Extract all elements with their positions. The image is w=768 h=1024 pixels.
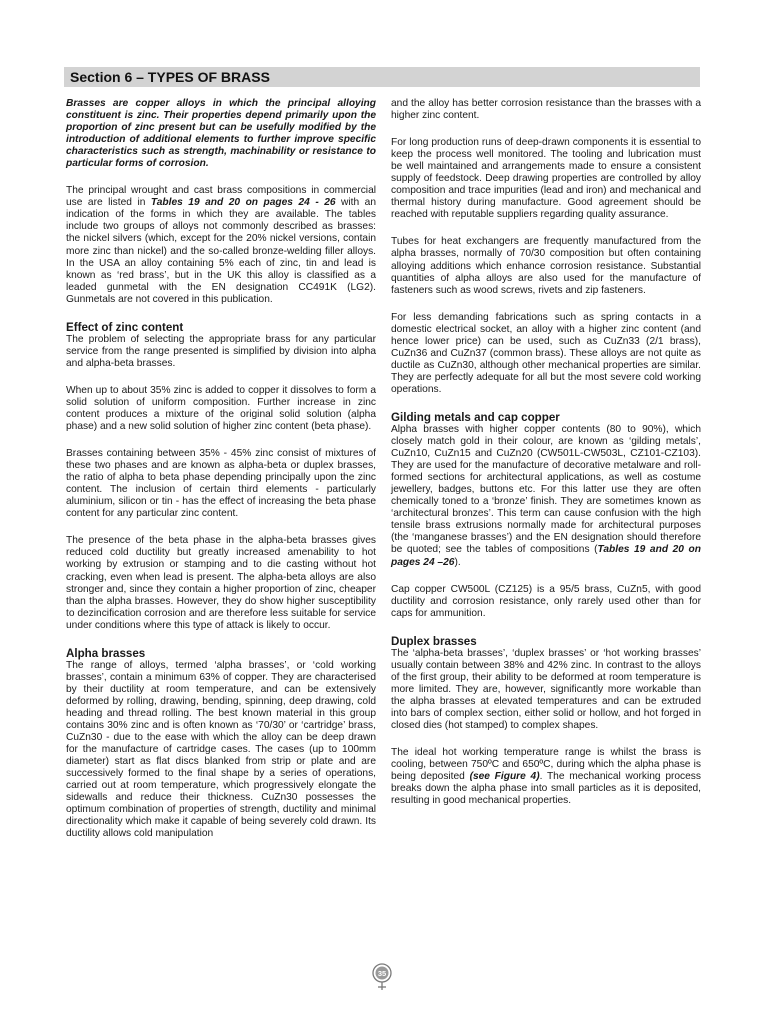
section-header-bar <box>64 67 700 87</box>
zinc-paragraph-1: The problem of selecting the appropriate brass for any particular service from the range presented is simplified by division into alpha and alpha-beta brasses. <box>66 333 376 369</box>
heading-duplex-brasses: Duplex brasses <box>391 634 477 648</box>
figure-reference: (see Figure 4) <box>469 771 540 783</box>
heading-alpha-brasses: Alpha brasses <box>66 646 146 660</box>
gilding-text-b: ). <box>454 556 461 568</box>
zinc-paragraph-2: When up to about 35% zinc is added to copper it dissolves to form a solid solution of uniform composition. Further increase in zinc content produces a mixture of the original solid solution (alpha phase) and a new solid solution of higher zinc content (beta phase). <box>66 384 376 433</box>
compositions-text-b: with an indication of the forms in which they are available. The tables include two groups of alloys not commonly described as brasses: the nickel silvers (which, except for the 20% nickel versions, contain more zinc than nickel) and the so-called bronze-welding filler alloys. In the USA an alloy containing 5% each of zinc, tin and lead is known as ‘red brass’, but in the UK this alloy is classified as a leaded gunmetal with the EN designation CC491K (LG2). Gunmetals are not covered in this publication. <box>66 197 377 305</box>
tubes-paragraph: Tubes for heat exchangers are frequently manufactured from the alpha brasses, normally of 70/30 composition but often containing alloying additions which enhance corrosion resistance. Substantial quantities of alpha alloys are also used for the manufacture of fasteners such as wood screws, rivets and zip fasteners. <box>391 236 701 296</box>
compositions-paragraph <box>66 185 376 305</box>
page-number-badge <box>370 963 394 993</box>
less-demanding-paragraph: For less demanding fabrications such as spring contacts in a domestic electrical socket, an alloy with a higher zinc content (and hence lower price) can be used, such as CuZn33 (2/1 brass), CuZn36 and CuZn37 (common brass). These alloys are not quite as ductile as CuZn30, although other mechanical properties are similar. They are perfectly adequate for all but the most severe cold working operations. <box>391 311 701 395</box>
duplex-text-b: . The mechanical working process breaks down the alpha phase into small particles as it is deposited, resulting in good mechanical properties. <box>391 771 701 807</box>
long-production-paragraph: For long production runs of deep-drawn components it is essential to keep the process well monitored. The tooling and lubrication must be well maintained and arrangements made to ensure a consistent supply of feedstock. Deep drawing properties are controlled by alloy composition and trace impurities (lead and iron) and mechanical and thermal history during manufacture. Good agreement should be reached with reputable suppliers regarding quality assurance. <box>391 137 701 221</box>
gilding-text-a: Alpha brasses with higher copper contents (80 to 90%), which closely match gold in their colour, are known as ‘gilding metals’, CuZn10, CuZn15 and CuZn20 (CW501L-CW503L, CZ101-CZ103). They are used for the manufacture of decorative metalware and roll-formed sections for architectural applications, as well as costume jewellery, badges, buttons etc. For this latter use they are often chemically toned to a ‘bronze’ finish. They are sometimes known as ‘architectural bronzes’. This term can cause confusion with the high tensile brass extrusions normally made for architectural purposes (the ‘manganese brasses’) and the EN designation should therefore be quoted; see the tables of compositions ( <box>391 423 701 556</box>
gilding-paragraph <box>391 424 701 569</box>
zinc-paragraph-3: Brasses containing between 35% - 45% zinc consist of mixtures of these two phases and are known as alpha-beta or duplex brasses, the ratio of alpha to beta phase depending principally upon the zinc content. The inclusion of certain third elements - particularly aluminium, silicon or tin - has the effect of increasing the beta phase content for any particular zinc content. <box>66 448 376 520</box>
alpha-paragraph-1: The range of alloys, termed ‘alpha brasses’, or ‘cold working brasses’, contain a minimum 63% of copper. They are characterised by their ductility at room temperature, and can be extensively deformed by rolling, drawing, bending, spinning, deep drawing, cold heading and thread rolling. The best known material in this group contains 30% zinc and is often known as ‘70/30’ or ‘cartridge’ brass, CuZn30 - due to the ease with which the alloy can be deep drawn for the manufacture of cartridge cases. The cases (up to 100mm diameter) start as flat discs blanked from strip or plate and are successively formed to the final shape by a series of operations, carried out at room temperature, which progressively elongate the sidewalls and reduce their thickness. CuZn30 possesses the optimum combination of properties of strength, ductility and minimal directionality which make it capable of being severely cold drawn. Its ductility allows cold manipulation <box>66 659 376 840</box>
duplex-paragraph-2 <box>391 747 701 807</box>
duplex-text-a: The ideal hot working temperature range is whilst the brass is cooling, between 750ºC and 650ºC, during which the alpha phase is being deposited <box>391 747 701 783</box>
right-column <box>391 98 701 822</box>
gilding-tables-reference: Tables 19 and 20 on pages 24 –26 <box>391 544 701 568</box>
intro-paragraph: Brasses are copper alloys in which the principal alloying constituent is zinc. Their properties depend primarily upon the proportion of zinc present but can be usefully modified by the introduction of additional elements to further improve specific characteristics such as strength, machinability or resistance to particular forms of corrosion. <box>66 98 376 170</box>
heading-effect-of-zinc: Effect of zinc content <box>66 320 184 334</box>
page-number: 35 <box>377 968 387 978</box>
section-title: Section 6 – TYPES OF BRASS <box>70 69 270 85</box>
duplex-paragraph-1: The ‘alpha-beta brasses’, ‘duplex brasses’ or ‘hot working brasses’ usually contain between 38% and 42% zinc. In contrast to the alloys of the first group, their ability to be deformed at room temperature is more limited. They are, however, significantly more workable than the alpha brasses at elevated temperatures and can be extruded into bars of complex section, either solid or hollow, and hot forged in closed dies (hot stamped) to complex shapes. <box>391 647 701 731</box>
zinc-paragraph-4: The presence of the beta phase in the alpha-beta brasses gives reduced cold ductility but greatly increased amenability to hot working by extrusion or stamping and to die casting without hot cracking, even when lead is present. The alpha-beta alloys are also stronger and, since they contain a higher proportion of zinc, cheaper than the alpha brasses. However, they do show higher susceptibility to dezincification corrosion and are therefore less suitable for service under conditions where this type of attack is likely to occur. <box>66 535 376 631</box>
heading-gilding-metals: Gilding metals and cap copper <box>391 410 560 424</box>
cap-copper-paragraph: Cap copper CW500L (CZ125) is a 95/5 brass, CuZn5, with good ductility and corrosion resistance, only rarely used other than for caps for ammunition. <box>391 583 701 619</box>
tables-reference: Tables 19 and 20 on pages 24 - 26 <box>150 197 336 209</box>
compositions-text-a: The principal wrought and cast brass compositions in commercial use are listed in <box>66 185 376 209</box>
left-column <box>66 98 376 855</box>
continuation-paragraph: and the alloy has better corrosion resistance than the brasses with a higher zinc content. <box>391 98 701 122</box>
